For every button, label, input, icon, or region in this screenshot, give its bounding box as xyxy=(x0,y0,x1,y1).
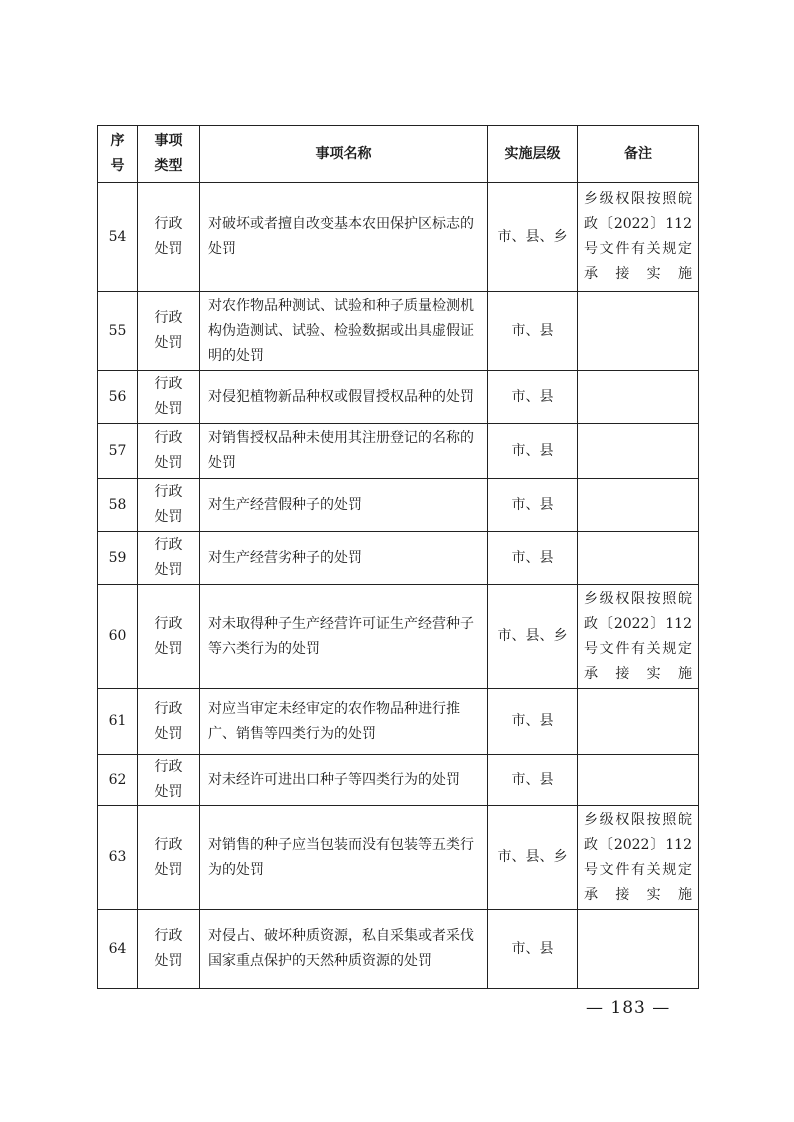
row-note xyxy=(578,532,699,585)
row-name-text: 对未经许可进出口种子等四类行为的处罚 xyxy=(208,771,460,788)
row-note-text: 乡级权限按照皖政〔2022〕112号文件有关规定承接实施 xyxy=(584,811,692,903)
row-level-text: 市、县 xyxy=(511,771,554,788)
header-note: 备注 xyxy=(578,126,699,183)
row-note xyxy=(578,479,699,532)
row-type xyxy=(138,689,200,755)
row-note xyxy=(578,292,699,371)
row-name xyxy=(200,755,488,806)
row-name-text: 对生产经营劣种子的处罚 xyxy=(208,549,362,566)
row-type xyxy=(138,292,200,371)
row-seq-text: 58 xyxy=(108,496,127,513)
table-row xyxy=(98,755,699,806)
row-type xyxy=(138,585,200,689)
table-body xyxy=(98,183,699,989)
row-level xyxy=(488,371,578,424)
row-type-text: 行政处罚 xyxy=(154,310,183,351)
row-level-text: 市、县、乡 xyxy=(497,228,568,245)
table-row xyxy=(98,689,699,755)
row-level-text: 市、县 xyxy=(511,442,554,459)
table-row xyxy=(98,585,699,689)
row-type-text: 行政处罚 xyxy=(154,484,183,525)
row-type-text: 行政处罚 xyxy=(154,836,183,878)
table-row xyxy=(98,424,699,479)
row-name xyxy=(200,183,488,292)
row-seq-text: 56 xyxy=(108,388,127,405)
row-name xyxy=(200,532,488,585)
row-type xyxy=(138,424,200,479)
row-seq-text: 54 xyxy=(108,228,127,245)
row-note xyxy=(578,585,699,689)
row-note-text: 乡级权限按照皖政〔2022〕112号文件有关规定承接实施 xyxy=(584,191,692,282)
table-header-row xyxy=(98,126,699,183)
row-seq xyxy=(98,755,138,806)
header-type: 事项类型 xyxy=(138,126,200,183)
row-name xyxy=(200,479,488,532)
row-name xyxy=(200,910,488,989)
row-seq xyxy=(98,479,138,532)
row-note-text: 乡级权限按照皖政〔2022〕112号文件有关规定承接实施 xyxy=(584,590,692,682)
row-level-text: 市、县 xyxy=(511,496,554,513)
row-type xyxy=(138,371,200,424)
row-type xyxy=(138,755,200,806)
row-type-text: 行政处罚 xyxy=(154,615,183,657)
row-type-text: 行政处罚 xyxy=(154,430,183,471)
row-seq-text: 64 xyxy=(108,940,127,957)
row-seq-text: 63 xyxy=(108,849,127,865)
header-seq: 序号 xyxy=(98,126,138,183)
row-name-text: 对侵犯植物新品种权或假冒授权品种的处罚 xyxy=(208,388,474,405)
row-level xyxy=(488,532,578,585)
row-type xyxy=(138,479,200,532)
row-note xyxy=(578,806,699,910)
row-type-text: 行政处罚 xyxy=(154,376,183,417)
table-row xyxy=(98,371,699,424)
row-name-text: 对生产经营假种子的处罚 xyxy=(208,496,362,513)
row-seq xyxy=(98,585,138,689)
row-type-text: 行政处罚 xyxy=(154,216,183,257)
table-row xyxy=(98,532,699,585)
row-name-text: 对应当审定未经审定的农作物品种进行推广、销售等四类行为的处罚 xyxy=(208,700,460,742)
row-level xyxy=(488,183,578,292)
row-level xyxy=(488,689,578,755)
row-level-text: 市、县 xyxy=(511,322,554,339)
row-name xyxy=(200,806,488,910)
row-name-text: 对未取得种子生产经营许可证生产经营种子等六类行为的处罚 xyxy=(208,615,474,657)
table-row xyxy=(98,479,699,532)
row-level xyxy=(488,755,578,806)
row-level-text: 市、县 xyxy=(511,388,554,405)
row-seq xyxy=(98,183,138,292)
row-level xyxy=(488,292,578,371)
row-name-text: 对农作物品种测试、试验和种子质量检测机构伪造测试、试验、检验数据或出具虚假证明的处罚 xyxy=(208,297,474,364)
row-type xyxy=(138,183,200,292)
row-level xyxy=(488,479,578,532)
header-level: 实施层级 xyxy=(488,126,578,183)
row-seq xyxy=(98,806,138,910)
row-type-text: 行政处罚 xyxy=(154,700,183,742)
table-row xyxy=(98,806,699,910)
row-name xyxy=(200,689,488,755)
header-name: 事项名称 xyxy=(200,126,488,183)
row-name xyxy=(200,292,488,371)
row-type xyxy=(138,910,200,989)
row-level-text: 市、县 xyxy=(511,549,554,566)
row-seq xyxy=(98,532,138,585)
table-row xyxy=(98,292,699,371)
row-note xyxy=(578,424,699,479)
row-type xyxy=(138,532,200,585)
row-seq-text: 61 xyxy=(108,713,127,729)
row-level xyxy=(488,585,578,689)
row-note xyxy=(578,689,699,755)
row-name xyxy=(200,585,488,689)
row-type xyxy=(138,806,200,910)
row-seq-text: 60 xyxy=(108,628,127,644)
row-seq-text: 55 xyxy=(108,322,127,339)
row-type-text: 行政处罚 xyxy=(154,928,183,969)
row-level-text: 市、县、乡 xyxy=(497,628,568,644)
row-name-text: 对侵占、破坏种质资源，私自采集或者采伐国家重点保护的天然种质资源的处罚 xyxy=(208,928,474,969)
row-seq-text: 59 xyxy=(108,549,127,566)
row-name-text: 对破坏或者擅自改变基本农田保护区标志的处罚 xyxy=(208,216,474,257)
row-seq xyxy=(98,371,138,424)
row-seq-text: 62 xyxy=(108,771,127,788)
row-level-text: 市、县 xyxy=(511,713,554,729)
matters-table xyxy=(97,125,699,989)
table-row xyxy=(98,910,699,989)
row-seq xyxy=(98,292,138,371)
row-level xyxy=(488,806,578,910)
row-level-text: 市、县 xyxy=(511,940,554,957)
row-name-text: 对销售授权品种未使用其注册登记的名称的处罚 xyxy=(208,430,474,471)
page-number: — 183 — xyxy=(586,998,671,1018)
row-type-text: 行政处罚 xyxy=(154,537,183,578)
row-level xyxy=(488,424,578,479)
row-note xyxy=(578,910,699,989)
row-name xyxy=(200,424,488,479)
row-seq xyxy=(98,424,138,479)
row-note xyxy=(578,183,699,292)
row-level xyxy=(488,910,578,989)
row-name-text: 对销售的种子应当包装而没有包装等五类行为的处罚 xyxy=(208,836,474,878)
row-type-text: 行政处罚 xyxy=(154,759,183,800)
row-name xyxy=(200,371,488,424)
row-seq xyxy=(98,689,138,755)
row-note xyxy=(578,755,699,806)
table-row xyxy=(98,183,699,292)
row-seq-text: 57 xyxy=(108,442,127,459)
row-level-text: 市、县、乡 xyxy=(497,849,568,865)
row-note xyxy=(578,371,699,424)
row-seq xyxy=(98,910,138,989)
